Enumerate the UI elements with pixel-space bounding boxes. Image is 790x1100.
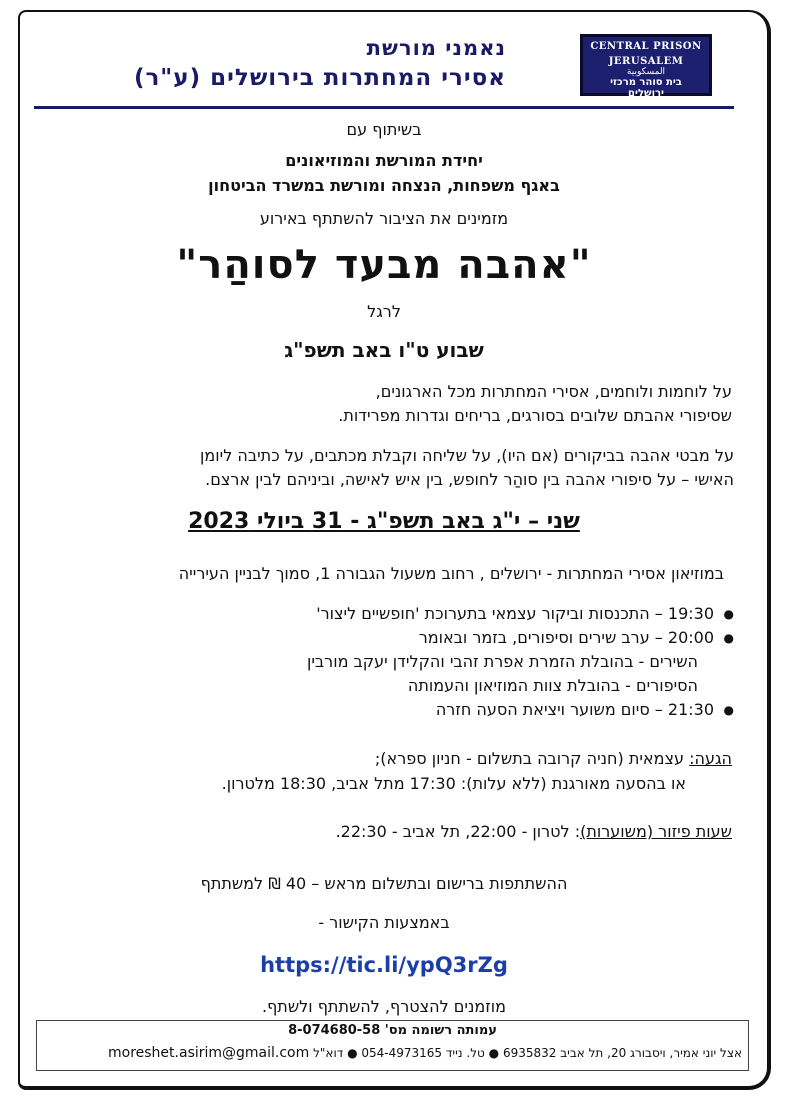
partner-department: באגף משפחות, הנצחה ומורשת במשרד הביטחון	[208, 176, 560, 195]
registration-link[interactable]: https://tic.li/ypQ3rZg	[260, 953, 508, 977]
logo-hebrew-line1: בית סוהר מרכזי	[610, 77, 682, 88]
arrival-line1: הגעה: עצמאית (חניה קרובה בתשלום - חניון ספרא);	[374, 749, 732, 768]
logo-english-line2: JERUSALEM	[608, 56, 684, 67]
logo-hebrew-line2: ירושלים	[628, 88, 664, 99]
partnership-label: בשיתוף עם	[346, 120, 422, 139]
footer-box	[36, 1020, 749, 1071]
closing-text: מוזמנים להצטרף, להשתתף ולשתף.	[261, 997, 507, 1016]
event-title: "אהבה מבעד לסוהַר"	[176, 242, 592, 288]
invitation-text: מזמינים את הציבור להשתתף באירוע	[259, 209, 509, 228]
participation-fee: ההשתתפות ברישום ובתשלום מראש – 40 ₪ למשתתף	[200, 874, 568, 893]
list-item: ● 20:00 – ערב שירים וסיפורים, בזמר ובאומר	[307, 626, 714, 650]
list-item: הסיפורים - בהובלת צוות המוזיאון והעמותה	[407, 676, 698, 695]
list-item: ● 21:30 – סיום משוער ויציאת הסעה חזרה	[307, 698, 714, 722]
logo-english-line1: CENTRAL PRISON	[590, 41, 702, 52]
partner-unit: יחידת המורשת והמוזיאונים	[285, 151, 483, 170]
occasion: שבוע ט"ו באב תשפ"ג	[284, 338, 484, 362]
arrival-line2: או בהסעה מאורגנת (ללא עלות): 17:30 מתל אביב, 18:30 מלטרון.	[221, 774, 686, 793]
dispersal-label: שעות פיזור (משוערות)	[580, 822, 732, 841]
footer-contact	[108, 1045, 742, 1061]
list-item: ● 19:30 – התכנסות וביקור עצמאי בתערוכת 'חופשיים ליצור'	[307, 602, 714, 626]
list-item: השירים - בהובלת הזמרת אפרת זהבי והקלידן יעקב מורבין	[306, 652, 698, 671]
description-line: שסיפורי אהבתם שלובים בסורגים, בריחים וגדרות מפרידות.	[338, 406, 732, 425]
email-link[interactable]: moreshet.asirim@gmail.com	[108, 1045, 310, 1061]
contact-prefix: באמצעות הקישור -	[318, 913, 450, 932]
central-prison-logo	[580, 34, 712, 99]
description-line: האישי – על סיפורי אהבה בין סוהַר לחופש, בין איש לאישה, וביניהם לבין ארצם.	[205, 470, 734, 489]
arrival-label: הגעה:	[689, 749, 732, 768]
org-name-line2: אסירי המחתרות בירושלים (ע"ר)	[133, 65, 506, 91]
bullet-icon: ●	[723, 631, 734, 645]
event-location: במוזיאון אסירי המחתרות - ירושלים , רחוב משעול הגבורה 1, סמוך לבניין העירייה	[178, 564, 724, 583]
schedule-list	[306, 602, 734, 722]
header-divider	[34, 106, 734, 109]
occasion-prefix: לרגל	[367, 302, 401, 321]
dispersal-times: שעות פיזור (משוערות): לטרון - 22:00, תל אביב - 22:30.	[335, 822, 732, 841]
bullet-icon: ●	[723, 703, 734, 717]
description-line: על לוחמות ולוחמים, אסירי המחתרות מכל הארגונים,	[375, 382, 732, 401]
footer-address: אצל יוני אמיר, ויסבורג 20, תל אביב 6935832 ● טל. נייד 054-4973165 ● דוא"ל	[313, 1046, 742, 1060]
logo-arabic: المسكوبية	[626, 67, 666, 77]
org-name	[86, 36, 506, 91]
registration-number: עמותה רשומה מס' 8-074680-58	[288, 1023, 497, 1038]
event-date: שני – י"ג באב תשפ"ג - 31 ביולי 2023	[188, 509, 580, 534]
org-name-line1: נאמני מורשת	[366, 36, 506, 60]
bullet-icon: ●	[723, 607, 734, 621]
description-line: על מבטי אהבה בביקורים (אם היו), על שליחה וקבלת מכתבים, על כתיבה ליומן	[200, 446, 734, 465]
header	[34, 32, 734, 104]
